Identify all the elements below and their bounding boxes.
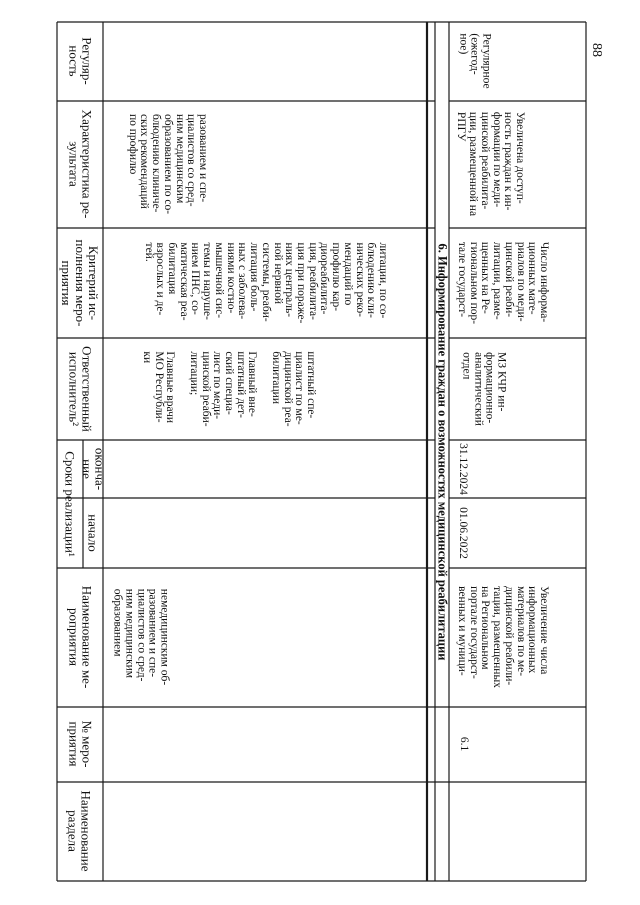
header-responsible: Ответственный исполнитель² [66, 346, 95, 432]
row-6-1-event-name: Увеличение числа информационных материалов по ме- дицинской реабили- тации, размещенных на Региональном портале государст- венных и муници- [455, 586, 550, 688]
row-6-1-start: 01.06.2022 [456, 507, 469, 559]
row-6-1-result: Увеличена доступ- ность граждан к ин- формации по меди- цинской реабилита- ции, размещенной на РПГУ [455, 111, 527, 217]
continuation-event-name: немедицинским об- разованием и спе- циалистов со сред- ним медицинским образованием [111, 588, 171, 686]
header-event-no: № меро- приятия [66, 720, 95, 768]
header-event-name: Наименование ме- роприятия [66, 585, 95, 689]
header-result: Характеристика ре- зультата [66, 109, 95, 219]
header-regularity: Регуляр- ность [66, 37, 95, 85]
row-6-1-regularity: Регулярное (ежегод- ное) [457, 33, 493, 89]
continuation-responsible: штатный спе- циалист по ме- дицинской реа- билитации Главный вне- штатный дет- ский специа- лист по меди- цинской реаби- литации; Главные врачи МО Республи- ки [140, 351, 317, 427]
row-6-1-number: 6.1 [457, 736, 470, 752]
row-6-1-end: 31.12.2024 [456, 443, 469, 495]
header-terms-group: Сроки реализации¹ [62, 451, 78, 557]
row-6-1-criterion: Число информа- ционных мате- риалов по меди- цинской реаби- литации, разме- щенных на Ре- гиональном пор- тале государст- [455, 241, 550, 325]
header-criterion: Критерий ис- полнения меро- приятия [59, 239, 101, 327]
section-heading: 6. Информирование граждан о возможностях медицинской реабилитации [435, 243, 450, 661]
continuation-criterion: литации, по со- блюдению кли- нических реко- мендаций по профилю кар- диореабилита- ция, реабилита- ция при пораже- ниях централь- ной нервной системы, реаби- литация боль- ных с заболева- ниями костно- мышечной сис- темы и наруше- нием ПНС, со- матическая реа- билитация взрослых и де- тей. [142, 242, 390, 324]
header-term-end: оконча- ние [79, 447, 108, 491]
header-term-start: начало [85, 514, 101, 552]
row-6-1-responsible: МЗ КЧР ин- формационно- аналитический отдел [460, 352, 508, 426]
header-section-name: Наименование раздела [65, 790, 94, 872]
continuation-result: разованием и спе- циалистов со сред- ним медицинским образованием по со- блюдению клиниче- ских рекомендаций по профилю [126, 113, 210, 215]
page-number: 88 [589, 43, 604, 57]
